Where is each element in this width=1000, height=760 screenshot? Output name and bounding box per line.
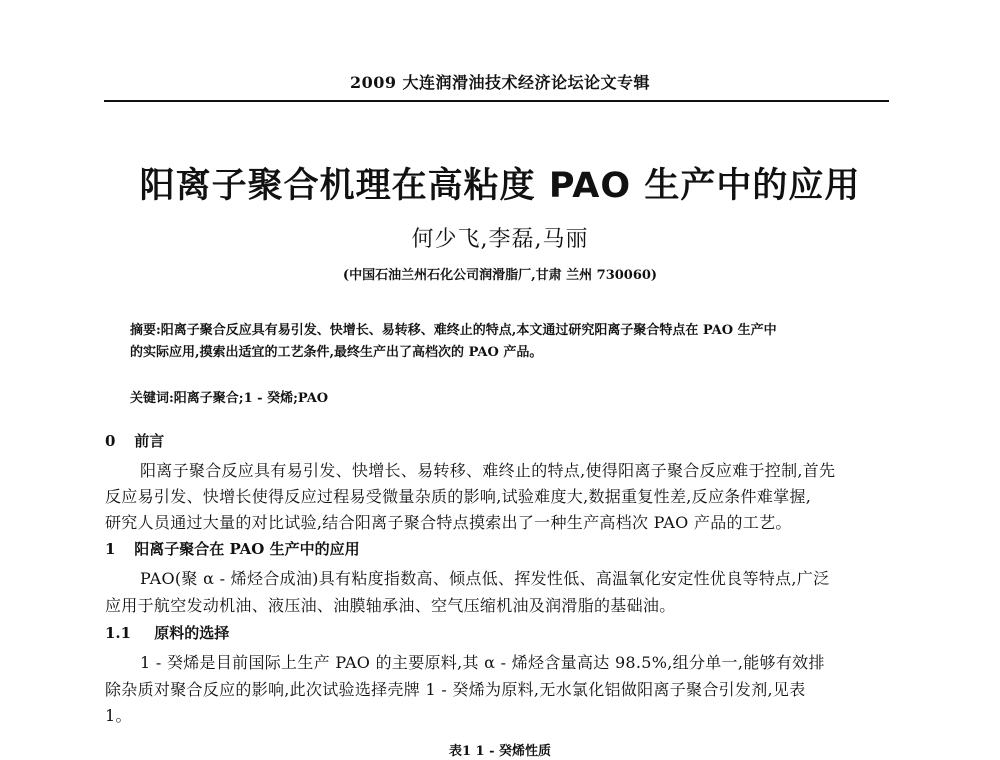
section-title: 阳离子聚合在 PAO 生产中的应用: [134, 540, 360, 558]
paragraph-line: 研究人员通过大量的对比试验,结合阳离子聚合特点摸索出了一种生产高档次 PAO 产品的工艺。: [105, 513, 792, 532]
abstract-line: 摘要:阳离子聚合反应具有易引发、快增长、易转移、难终止的特点,本文通过研究阳离子聚合特点在 PAO 生产中: [130, 323, 777, 338]
affiliation: (中国石油兰州石化公司润滑脂厂,甘肃 兰州 730060): [342, 268, 658, 283]
header-rule: [104, 100, 889, 102]
authors: 何少飞,李磊,马丽: [411, 227, 589, 252]
abstract: [130, 320, 878, 364]
paragraph-line: 应用于航空发动机油、液压油、油膜轴承油、空气压缩机油及润滑脂的基础油。: [105, 596, 676, 615]
keywords: 关键词:阳离子聚合;1 - 癸烯;PAO: [130, 391, 329, 406]
paragraph-line: 除杂质对聚合反应的影响,此次试验选择壳牌 1 - 癸烯为原料,无水氯化铝做阳离子聚合引发剂,见表: [105, 680, 806, 699]
paragraph-line: 1 - 癸烯是目前国际上生产 PAO 的主要原料,其 α - 烯烃含量高达 98.5%,组分单一,能够有效排: [140, 653, 825, 672]
paragraph-line: 阳离子聚合反应具有易引发、快增长、易转移、难终止的特点,使得阳离子聚合反应难于控制,首先: [140, 461, 836, 480]
table-caption: 表1 1 - 癸烯性质: [448, 744, 552, 759]
section-title: 原料的选择: [154, 624, 230, 642]
abstract-line: 的实际应用,摸索出适宜的工艺条件,最终生产出了高档次的 PAO 产品。: [130, 345, 543, 360]
section-number: 1.1: [105, 624, 132, 642]
section-number: 1: [105, 540, 116, 558]
section-title: 前言: [134, 432, 165, 450]
paragraph-line: PAO(聚 α - 烯烃合成油)具有粘度指数高、倾点低、挥发性低、高温氧化安定性优良等特点,广泛: [140, 569, 830, 588]
section-heading-1: [105, 538, 360, 559]
paper-title: 阳离子聚合机理在高粘度 PAO 生产中的应用: [139, 166, 861, 206]
section-number: 0: [105, 432, 116, 450]
paragraph-line: 1。: [105, 706, 132, 725]
section-heading-1-1: [105, 622, 229, 643]
paragraph-line: 反应易引发、快增长使得反应过程易受微量杂质的影响,试验难度大,数据重复性差,反应条件难掌握,: [105, 487, 812, 506]
section-heading-0: [105, 430, 164, 451]
running-header: 2009 大连润滑油技术经济论坛论文专辑: [349, 73, 651, 92]
